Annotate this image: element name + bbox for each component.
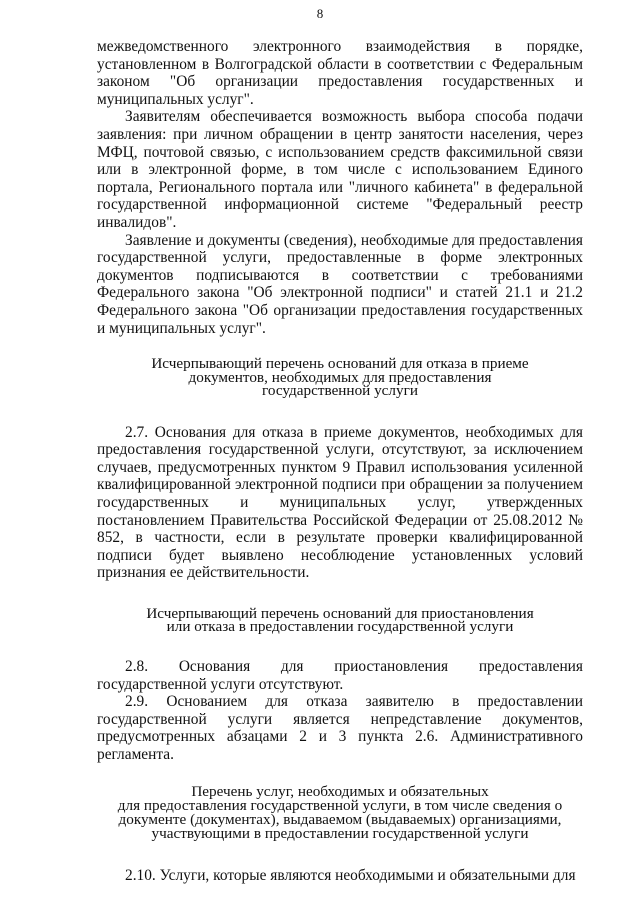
paragraph-2-10: 2.10. Услуги, которые являются необходимыми и обязательными для bbox=[125, 866, 576, 884]
page-number: 8 bbox=[316, 6, 324, 21]
document-body bbox=[97, 38, 583, 884]
paragraph-continuation: межведомственного электронного взаимодействия в порядке, установленном в Волгоградской области в соответствии с Федеральным законом "Об организации предоставления государственных и муниципальных услуг". bbox=[97, 38, 583, 108]
paragraph-2-7: 2.7. Основания для отказа в приеме документов, необходимых для предоставления государственной услуги, отсутствуют, за исключением случаев, предусмотренных пунктом 9 Правил использования усиленной квалифицированной электронной подписи при обращении за получением государственных и муниципальных услуг, утвержденных постановлением Правительства Российской Федерации от 25.08.2012 № 852, в частности, если в результате проверки квалифицированной подписи будет выявлено несоблюдение установленных условий признания ее действительности. bbox=[97, 423, 583, 582]
section-heading-suspension: Исчерпывающий перечень оснований для приостановления или отказа в предоставлении государственной услуги bbox=[146, 604, 534, 636]
section-heading-required-services: Перечень услуг, необходимых и обязательных для предоставления государственной услуги, в том числе сведения о документе (документах), выдаваемом (выдаваемых) организациями, участвующими в предоставлении государственной услуги bbox=[117, 782, 563, 842]
section-heading-refusal-acceptance: Исчерпывающий перечень оснований для отказа в приеме документов, необходимых для предоставления государственной услуги bbox=[151, 355, 529, 400]
paragraph-electronic-signature: Заявление и документы (сведения), необходимые для предоставления государственной услуги, предоставленные в форме электронных документов подписываются в соответствии с требованиями Федерального закона "Об электронной подписи" и статей 21.1 и 21.2 Федерального закона "Об организации предоставления государственных и муниципальных услуг". bbox=[97, 231, 583, 337]
paragraph-submission-methods: Заявителям обеспечивается возможность выбора способа подачи заявления: при личном обращении в центр занятости населения, через МФЦ, почтовой связью, с использованием средств факсимильной связи или в электронной форме, в том числе с использованием Единого портала, Регионального портала или "личного кабинета" в федеральной государственной информационной системе "Федеральный реестр инвалидов". bbox=[97, 108, 583, 231]
paragraph-2-8: 2.8. Основания для приостановления предоставления государственной услуги отсутствуют. bbox=[97, 657, 583, 693]
paragraph-2-9: 2.9. Основанием для отказа заявителю в предоставлении государственной услуги является непредставление документов, предусмотренных абзацами 2 и 3 пункта 2.6. Административного регламента. bbox=[97, 693, 583, 763]
